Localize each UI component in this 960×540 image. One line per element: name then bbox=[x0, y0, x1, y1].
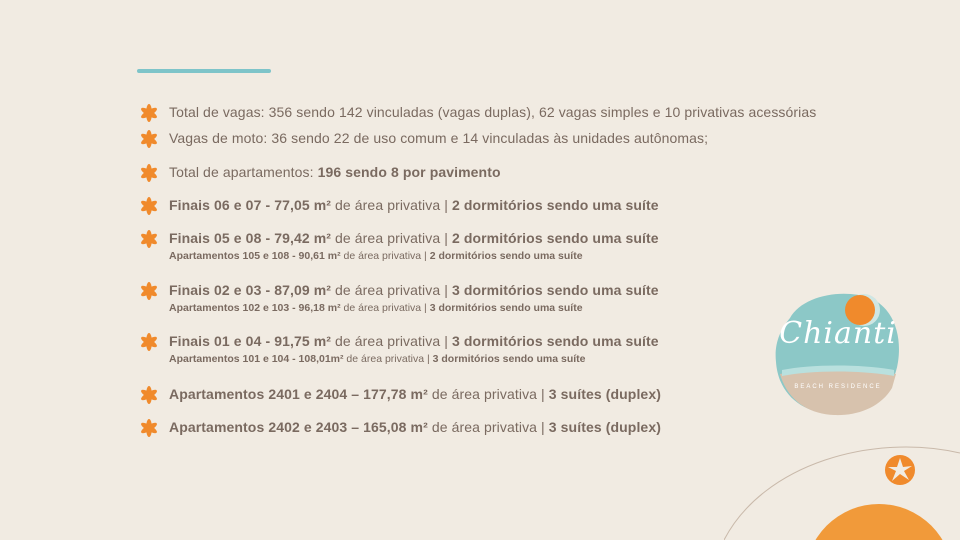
bullet-text bbox=[169, 384, 661, 404]
text-segment: Finais 05 e 08 - 79,42 m² bbox=[169, 230, 332, 246]
bullet-item bbox=[138, 128, 708, 150]
bullet-item bbox=[138, 280, 659, 315]
logo-wordmark: Chianti bbox=[779, 316, 897, 351]
orange-asterisk-flower-icon bbox=[138, 228, 160, 250]
chianti-logo bbox=[772, 288, 902, 418]
text-segment: de área privativa | bbox=[340, 250, 430, 262]
orange-asterisk-flower-icon bbox=[138, 417, 160, 439]
bullet-main-line bbox=[169, 331, 659, 351]
text-segment: de área privativa | bbox=[427, 386, 549, 402]
bullet-item bbox=[138, 162, 501, 184]
text-segment: Apartamentos 2402 e 2403 – 165,08 m² bbox=[169, 419, 428, 435]
logo-tagline: BEACH RESIDENCE bbox=[794, 384, 882, 390]
text-segment: de área privativa | bbox=[340, 302, 430, 314]
text-segment: Vagas de moto: 36 sendo 22 de uso comum e 14 vinculadas às unidades autônomas; bbox=[169, 130, 709, 146]
text-segment: Finais 01 e 04 - 91,75 m² bbox=[169, 333, 332, 349]
bullet-main-line bbox=[169, 102, 816, 122]
bullet-item bbox=[138, 228, 659, 263]
text-segment: 196 sendo 8 por pavimento bbox=[317, 164, 501, 180]
bullet-main-line bbox=[169, 384, 661, 404]
bullet-text bbox=[169, 162, 501, 182]
text-segment: 3 dormitórios sendo uma suíte bbox=[429, 302, 583, 314]
text-segment: Apartamentos 101 e 104 - 108,01m² bbox=[169, 353, 344, 365]
text-segment: de área privativa | bbox=[331, 333, 452, 349]
orange-asterisk-flower-icon bbox=[138, 195, 160, 217]
text-segment: Finais 02 e 03 - 87,09 m² bbox=[169, 282, 332, 298]
text-segment: Finais 06 e 07 - 77,05 m² bbox=[169, 197, 332, 213]
orange-asterisk-flower-icon bbox=[138, 331, 160, 353]
text-segment: Total de apartamentos: bbox=[169, 164, 318, 180]
bullet-text bbox=[169, 102, 816, 122]
bullet-item bbox=[138, 331, 659, 366]
text-segment: de área privativa | bbox=[427, 419, 549, 435]
text-segment: Total de vagas: 356 sendo 142 vinculadas (vagas duplas), 62 vagas simples e 10 privativas acessórias bbox=[169, 104, 817, 120]
text-segment: 3 dormitórios sendo uma suíte bbox=[432, 353, 586, 365]
text-segment: 2 dormitórios sendo uma suíte bbox=[429, 250, 583, 262]
orange-asterisk-flower-icon bbox=[138, 384, 160, 406]
bullet-text bbox=[169, 228, 659, 263]
bullet-item bbox=[138, 195, 659, 217]
text-segment: 3 dormitórios sendo uma suíte bbox=[451, 282, 659, 298]
text-segment: 3 suítes (duplex) bbox=[548, 386, 661, 402]
bullet-item bbox=[138, 384, 661, 406]
orange-asterisk-flower-icon bbox=[138, 128, 160, 150]
bullet-text bbox=[169, 331, 659, 366]
bullet-item bbox=[138, 102, 816, 124]
asterisk-badge-icon bbox=[882, 452, 918, 488]
text-segment: 2 dormitórios sendo uma suíte bbox=[451, 230, 659, 246]
bullet-main-line bbox=[169, 195, 659, 215]
bullet-item bbox=[138, 417, 661, 439]
text-segment: Apartamentos 105 e 108 - 90,61 m² bbox=[169, 250, 341, 262]
bullet-main-line bbox=[169, 417, 661, 437]
orange-asterisk-flower-icon bbox=[138, 280, 160, 302]
bullet-main-line bbox=[169, 162, 501, 182]
bullet-text bbox=[169, 195, 659, 215]
text-segment: de área privativa | bbox=[343, 353, 433, 365]
bullet-main-line bbox=[169, 280, 659, 300]
text-segment: 3 dormitórios sendo uma suíte bbox=[451, 333, 659, 349]
text-segment: Apartamentos 102 e 103 - 96,18 m² bbox=[169, 302, 341, 314]
bullet-sub-line bbox=[169, 301, 659, 315]
bullet-sub-line bbox=[169, 352, 659, 366]
text-segment: 2 dormitórios sendo uma suíte bbox=[451, 197, 659, 213]
bullet-sub-line bbox=[169, 249, 659, 263]
text-segment: de área privativa | bbox=[331, 282, 452, 298]
text-segment: de área privativa | bbox=[331, 197, 452, 213]
text-segment: de área privativa | bbox=[331, 230, 452, 246]
accent-line bbox=[137, 69, 271, 73]
bullet-main-line bbox=[169, 228, 659, 248]
bullet-text bbox=[169, 128, 708, 148]
orange-asterisk-flower-icon bbox=[138, 162, 160, 184]
orange-asterisk-flower-icon bbox=[138, 102, 160, 124]
bullet-main-line bbox=[169, 128, 708, 148]
bullet-text bbox=[169, 280, 659, 315]
text-segment: 3 suítes (duplex) bbox=[548, 419, 661, 435]
text-segment: Apartamentos 2401 e 2404 – 177,78 m² bbox=[169, 386, 428, 402]
bullet-text bbox=[169, 417, 661, 437]
